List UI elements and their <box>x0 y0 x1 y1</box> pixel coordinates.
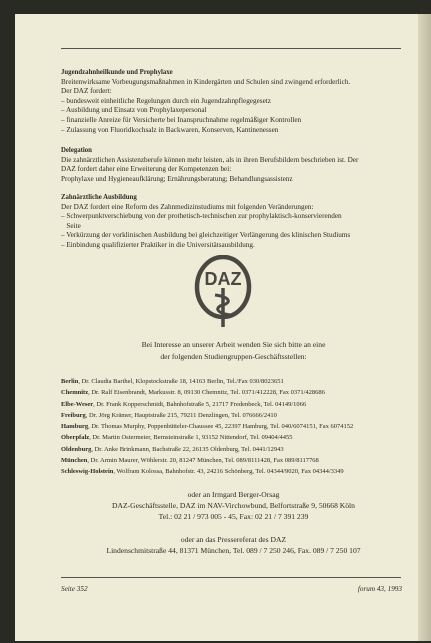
list-item: – Zulassung von Fluoridkochsalz in Backwaren, Konserven, Kantinenessen <box>61 125 279 134</box>
section-line: Prophylaxe und Hygieneaufklärung; Ernährungsberatung; Behandlungsassistenz <box>61 174 293 183</box>
office-entry <box>61 444 406 455</box>
office-detail: , Wolfram Kolossa, Bahnhofstr. 43, 24216 Schönberg, Tel. 04344/9020, Fax 04344/3349 <box>113 468 344 476</box>
logo-text: DAZ <box>204 269 242 289</box>
section-line: Breitenwirksame Vorbeugungsmaßnahmen in Kindergärten und Schulen sind zwingend erforderlich. <box>61 77 351 86</box>
office-city: Chemnitz <box>61 389 89 397</box>
office-city: Elbe-Weser <box>61 400 94 408</box>
office-entry <box>61 410 406 421</box>
office-city: Freiburg <box>61 411 86 419</box>
office-entry <box>61 432 406 443</box>
intro-line: Bei Interesse an unserer Arbeit wenden Sie sich bitte an eine <box>141 340 326 349</box>
list-item: Seite <box>61 221 81 230</box>
office-detail: , Dr. Frank Kopperschmidt, Bahnhofstraße 5, 21717 Fredenbeck, Tel. 04149/1066 <box>93 400 307 408</box>
section-ausbildung <box>61 193 406 251</box>
office-city: Oberpfalz <box>61 434 90 442</box>
contact-line: Lindenschmitstraße 44, 81371 München, Tel. 089 / 7 250 246, Fax. 089 / 7 250 107 <box>106 546 361 555</box>
contact-geschaeftsstelle <box>61 489 406 522</box>
office-entry <box>61 387 406 398</box>
office-entry <box>61 399 406 410</box>
bottom-rule <box>61 577 401 578</box>
section-heading: Jugendzahnheilkunde und Prophylaxe <box>61 69 173 76</box>
list-item: – bundesweit einheitliche Regelungen durch ein Jugendzahnpflegegesetz <box>61 96 271 105</box>
office-detail: , Dr. Jörg Krämer, Hauptstraße 215, 79211 Denzlingen, Tel. 076666/2410 <box>85 411 277 419</box>
office-city: Oldenburg <box>61 445 92 453</box>
office-detail: , Dr. Anke Brinkmann, Bachstraße 22, 26135 Oldenburg, Tel. 0441/12943 <box>91 445 284 453</box>
office-entry <box>61 455 406 466</box>
office-city: München <box>61 457 88 465</box>
section-heading: Delegation <box>61 147 92 154</box>
section-line: Die zahnärztlichen Assistenzberufe können mehr leisten, als in ihren Berufsbildern beschrieben ist. Der <box>61 155 359 164</box>
section-prophylaxe <box>61 68 406 135</box>
intro-text <box>61 339 406 363</box>
section-line: Der DAZ fordert: <box>61 87 112 96</box>
contact-line: DAZ-Geschäftsstelle, DAZ im NAV-Virchowbund, Belfortstraße 9, 50668 Köln <box>112 501 355 510</box>
contact-line: oder an das Pressereferat des DAZ <box>180 535 287 544</box>
office-entry <box>61 376 406 387</box>
top-rule <box>61 48 401 49</box>
office-entry <box>61 421 406 432</box>
daz-caduceus-logo-icon <box>193 255 253 330</box>
intro-line: der folgenden Studiengruppen-Geschäftsstellen: <box>160 352 307 361</box>
section-delegation <box>61 146 406 184</box>
office-city: Berlin <box>61 378 79 385</box>
list-item: – Ausbildung und Einsatz von Prophylaxepersonal <box>61 106 207 115</box>
office-detail: , Dr. Armin Maurer, Wöhlerstr. 20, 81247 München, Tel. 089/8111428, Fax 089/8117768 <box>87 457 319 465</box>
list-item: – Verkürzung der vorklinischen Ausbildung bei gleichzeitiger Verlängerung des klinischen Studiums <box>61 231 351 240</box>
office-detail: , Dr. Claudia Barthel, Klopstockstraße 18, 14163 Berlin, Tel./Fax 030/8023651 <box>78 378 284 385</box>
page-edge <box>418 14 431 641</box>
section-line: Der DAZ fordert eine Reform des Zahnmedizinstudiums mit folgenden Veränderungen: <box>61 202 314 211</box>
list-item: – Schwerpunktverschiebung von der prothetisch-technischen zur prophylaktisch-konservierenden <box>61 212 342 221</box>
list-item: – finanzielle Anreize für Versicherte bei Inanspruchnahme regelmäßiger Kontrollen <box>61 115 302 124</box>
journal-issue: forum 43, 1993 <box>357 585 402 593</box>
page-number: Seite 352 <box>61 585 88 593</box>
office-city: Hamburg <box>61 423 89 431</box>
office-entry <box>61 466 406 477</box>
list-item: – Einbindung qualifizierter Praktiker in die Universitätsausbildung. <box>61 240 255 249</box>
contact-line: oder an Irmgard Berger-Orsag <box>187 490 280 499</box>
office-city: Schleswig-Holstein <box>61 468 114 476</box>
contact-line: Tel.: 02 21 / 973 005 - 45, Fax: 02 21 / 7 391 239 <box>158 512 309 521</box>
section-heading: Zahnärztliche Ausbildung <box>61 194 137 201</box>
contact-pressereferat <box>61 534 406 556</box>
office-detail: , Dr. Martin Ostermeier, Bernsteinstraße 1, 93152 Nittendorf, Tel. 09404/4455 <box>89 434 293 442</box>
office-detail: , Dr. Ralf Eisenbrandt, Markusstr. 8, 09130 Chemnitz, Tel. 0371/412228, Fax 0371/428686 <box>88 389 325 397</box>
section-line: DAZ fordert daher eine Erweiterung der Kompetenzen bei: <box>61 165 232 174</box>
office-detail: , Dr. Thomas Murphy, Poppenbütteler-Chaussee 45, 22397 Hamburg, Tel. 040/6074151, Fax 6074152 <box>88 423 354 431</box>
office-list <box>61 376 406 478</box>
